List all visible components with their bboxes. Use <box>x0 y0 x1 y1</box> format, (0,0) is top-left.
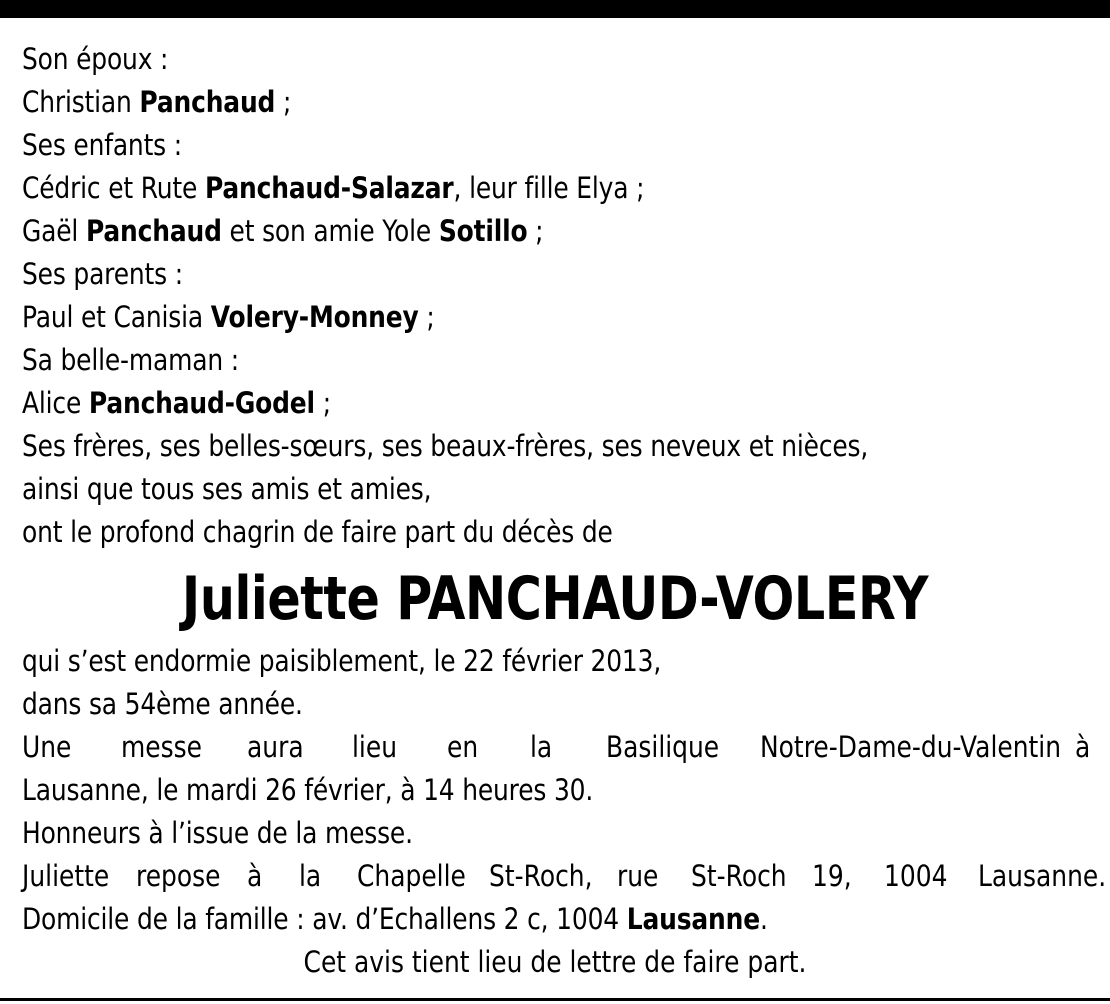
word: la <box>530 730 553 764</box>
family-name: Panchaud <box>85 214 222 248</box>
announcement-line: ont le profond chagrin de faire part du décès de <box>22 515 613 549</box>
child-line-2: Gaël Panchaud et son amie Yole Sotillo ; <box>22 214 544 248</box>
parents-line: Paul et Canisia Volery-Monney ; <box>22 300 435 334</box>
passed-line: qui s’est endormie paisiblement, le 22 février 2013, <box>22 644 662 678</box>
mass-line-1 <box>22 726 1091 769</box>
word: aura <box>246 730 304 764</box>
word: à <box>247 859 263 893</box>
family-name: Panchaud-Salazar <box>204 171 454 205</box>
domicile-line: Domicile de la famille : av. d’Echallens 2 c, 1004 Lausanne. <box>22 902 768 936</box>
child-line-1: Cédric et Rute Panchaud-Salazar, leur fille Elya ; <box>22 171 645 205</box>
closing-line: Cet avis tient lieu de lettre de faire part. <box>303 945 807 979</box>
obituary-notice <box>22 38 1106 984</box>
family-name: Panchaud-Godel <box>88 386 315 420</box>
word: la <box>298 859 322 893</box>
word: Chapelle <box>356 859 466 893</box>
top-border-bar <box>0 0 1110 18</box>
mass-line-2: Lausanne, le mardi 26 février, à 14 heures 30. <box>22 773 594 807</box>
word: Une <box>22 730 72 764</box>
parents-heading: Ses parents : <box>22 257 183 291</box>
word: lieu <box>352 730 398 764</box>
word: St-Roch, <box>488 859 593 893</box>
family-name: Panchaud <box>139 85 276 119</box>
family-name: Sotillo <box>438 214 528 248</box>
bottom-border-rule <box>0 998 1110 1001</box>
mother-in-law-heading: Sa belle-maman : <box>22 343 239 377</box>
city-name: Lausanne <box>626 902 760 936</box>
age-line: dans sa 54ème année. <box>22 687 303 721</box>
rest-line <box>22 855 1106 898</box>
family-name: Volery-Monney <box>210 300 419 334</box>
children-heading: Ses enfants : <box>22 128 182 162</box>
word: St-Roch <box>690 859 787 893</box>
word: en <box>447 730 479 764</box>
word: Basilique <box>605 730 720 764</box>
word: 1004 <box>884 859 948 893</box>
word: à <box>1074 730 1091 764</box>
word: messe <box>120 730 202 764</box>
word: repose <box>135 859 221 893</box>
mother-in-law-line: Alice Panchaud-Godel ; <box>22 386 331 420</box>
deceased-name: Juliette PANCHAUD-VOLERY <box>181 564 929 634</box>
word: Juliette <box>22 859 110 893</box>
siblings-line: Ses frères, ses belles-sœurs, ses beaux-frères, ses neveux et nièces, <box>22 429 869 463</box>
word: 19, <box>811 859 852 893</box>
word: Notre-Dame-du-Valentin <box>759 730 1061 764</box>
word: rue <box>616 859 658 893</box>
friends-line: ainsi que tous ses amis et amies, <box>22 472 432 506</box>
spouse-heading: Son époux : <box>22 42 169 76</box>
honours-line: Honneurs à l’issue de la messe. <box>22 816 413 850</box>
spouse-line: Christian Panchaud ; <box>22 85 292 119</box>
word: Lausanne. <box>977 859 1106 893</box>
